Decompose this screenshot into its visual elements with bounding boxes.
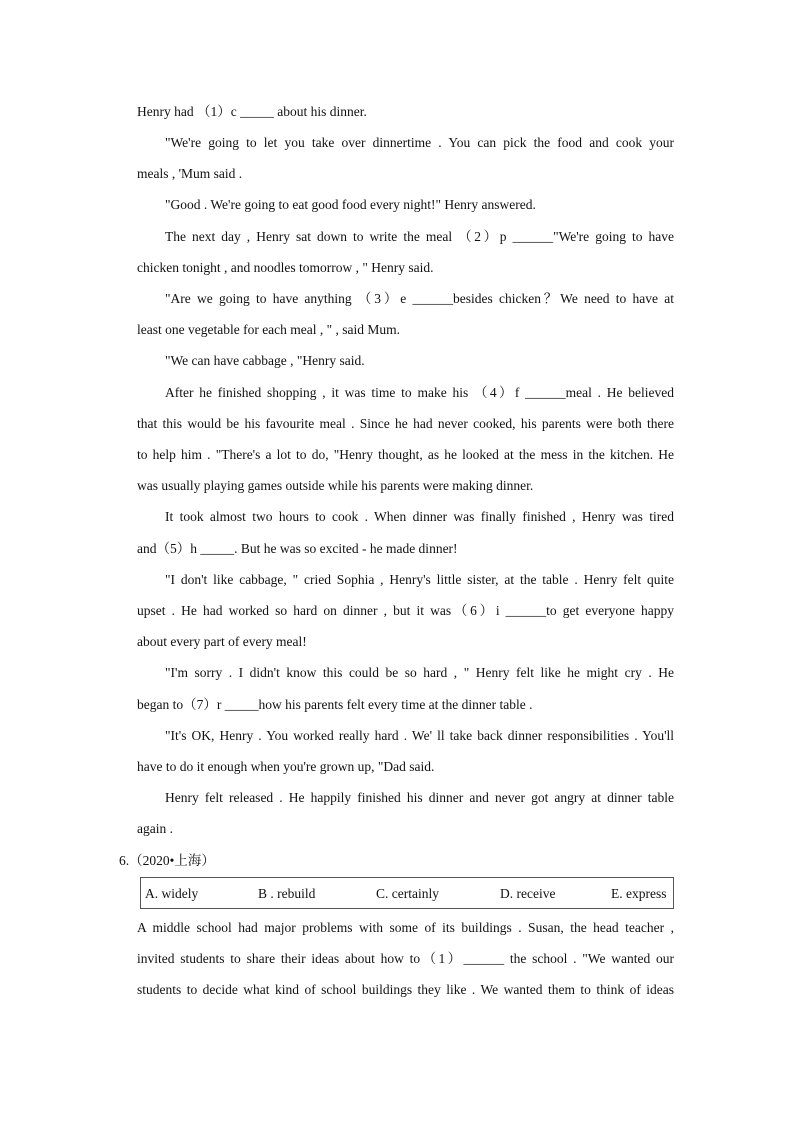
passage-line: "Good . We're going to eat good food every night!" Henry answered. (165, 197, 536, 212)
question-line: invited students to share their ideas about how to（1）______ the school . "We wanted our (137, 951, 674, 966)
option-b: B . rebuild (258, 886, 316, 901)
option-e: E. express (611, 886, 667, 901)
passage-line: "It's OK, Henry . You worked really hard . We' ll take back dinner responsibilities . You'll (165, 728, 674, 743)
passage-line: meals , 'Mum said . (137, 166, 243, 181)
passage-line: that this would be his favourite meal . Since he had never cooked, his parents were both there (137, 416, 674, 431)
passage-line: Henry felt released . He happily finished his dinner and never got angry at dinner table (165, 790, 674, 805)
option-a: A. widely (145, 886, 199, 901)
passage-line: "We can have cabbage , "Henry said. (165, 353, 365, 368)
question-line: A middle school had major problems with some of its buildings . Susan, the head teacher , (137, 920, 674, 935)
passage-line: It took almost two hours to cook . When dinner was finally finished , Henry was tired (165, 509, 674, 524)
word-bank-box (140, 877, 674, 909)
passage-line: have to do it enough when you're grown up, "Dad said. (137, 759, 435, 774)
passage-line: The next day , Henry sat down to write the meal （2）p ______"We're going to have (165, 229, 674, 244)
passage-line: again . (137, 821, 173, 836)
passage-line: began to（7）r _____how his parents felt every time at the dinner table . (137, 697, 533, 712)
passage-line: chicken tonight , and noodles tomorrow , " Henry said. (137, 260, 434, 275)
passage-line: was usually playing games outside while his parents were making dinner. (137, 478, 534, 493)
option-d: D. receive (500, 886, 556, 901)
passage-line: upset . He had worked so hard on dinner , but it was（6）i ______to get everyone happy (137, 603, 674, 618)
passage-line: "I'm sorry . I didn't know this could be so hard , " Henry felt like he might cry . He (165, 665, 674, 680)
passage-line: least one vegetable for each meal , " , said Mum. (137, 322, 401, 337)
passage-line: "I don't like cabbage, " cried Sophia , Henry's little sister, at the table . Henry felt quite (165, 572, 674, 587)
passage-line: "We're going to let you take over dinnertime . You can pick the food and cook your (165, 135, 674, 150)
question-header: 6.（2020•上海） (119, 853, 215, 868)
passage-line: After he finished shopping , it was time to make his （4）f ______meal . He believed (165, 385, 674, 400)
passage-line: "Are we going to have anything （3）e ______besides chicken？We need to have at (165, 291, 674, 306)
question-line: students to decide what kind of school buildings they like . We wanted them to think of ideas (137, 982, 674, 997)
passage-line: about every part of every meal! (137, 634, 307, 649)
option-c: C. certainly (376, 886, 439, 901)
passage-line: to help him . "There's a lot to do, "Henry thought, as he looked at the mess in the kitchen. He (137, 447, 674, 462)
passage-line: Henry had （1）c _____ about his dinner. (137, 104, 367, 119)
passage-line: and（5）h _____. But he was so excited - he made dinner! (137, 541, 458, 556)
